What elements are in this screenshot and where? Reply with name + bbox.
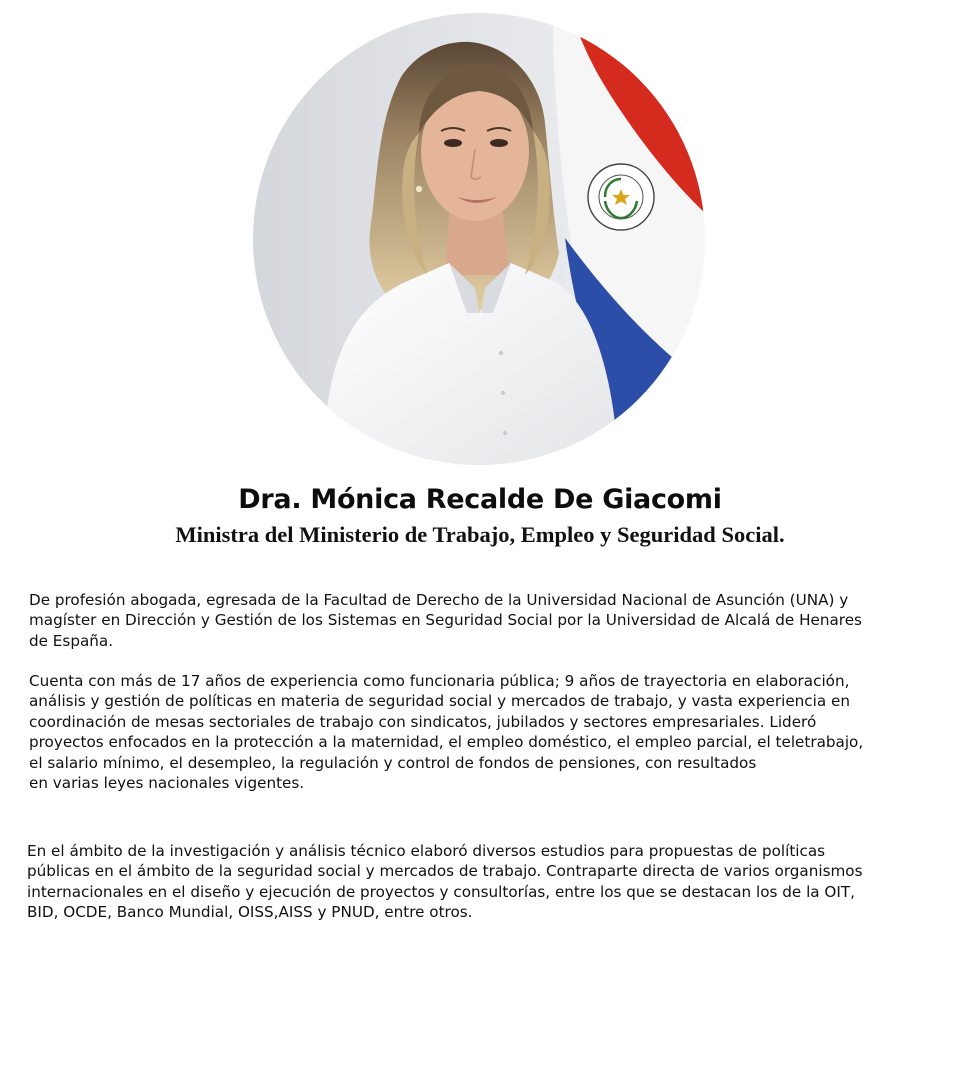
bio-line: en varias leyes nacionales vigentes.	[29, 774, 305, 793]
bio-paragraph-2	[29, 671, 863, 793]
bio-line: magíster en Dirección y Gestión de los Sistemas en Seguridad Social por la Universidad de Alcalá de Henares	[29, 611, 862, 630]
national-seal	[588, 164, 654, 230]
bio-paragraph-3	[27, 841, 863, 923]
portrait-illustration	[253, 13, 705, 465]
bio-line: proyectos enfocados en la protección a la maternidad, el empleo doméstico, el empleo parcial, el teletrabajo,	[29, 733, 864, 752]
neck	[445, 213, 509, 275]
bio-line: Cuenta con más de 17 años de experiencia como funcionaria pública; 9 años de trayectoria en elaboración,	[29, 672, 850, 690]
bio-line: BID, OCDE, Banco Mundial, OISS,AISS y PNUD, entre otros.	[27, 903, 473, 922]
bio-line: públicas en el ámbito de la seguridad social y mercados de trabajo. Contraparte directa de varios organismos	[27, 862, 863, 881]
bio-line: el salario mínimo, el desempleo, la regulación y control de fondos de pensiones, con resultados	[29, 753, 757, 772]
bio-line: En el ámbito de la investigación y análisis técnico elaboró diversos estudios para propuestas de políticas	[27, 842, 826, 860]
person-role: Ministra del Ministerio de Trabajo, Empleo y Seguridad Social.	[175, 522, 785, 547]
bio-line: de España.	[29, 631, 114, 650]
bio-line: coordinación de mesas sectoriales de trabajo con sindicatos, jubilados y sectores empresariales. Lideró	[29, 712, 817, 731]
bio-line: internacionales en el diseño y ejecución de proyectos y consultorías, entre los que se destacan los de la OIT,	[27, 882, 855, 901]
portrait-photo	[253, 13, 705, 465]
person-name: Dra. Mónica Recalde De Giacomi	[238, 484, 722, 515]
bio-paragraph-1	[29, 590, 862, 651]
bio-line: análisis y gestión de políticas en materia de seguridad social y mercados de trabajo, y vasta experiencia en	[29, 692, 850, 711]
bio-line: De profesión abogada, egresada de la Facultad de Derecho de la Universidad Nacional de Asunción (UNA) y	[29, 591, 849, 609]
